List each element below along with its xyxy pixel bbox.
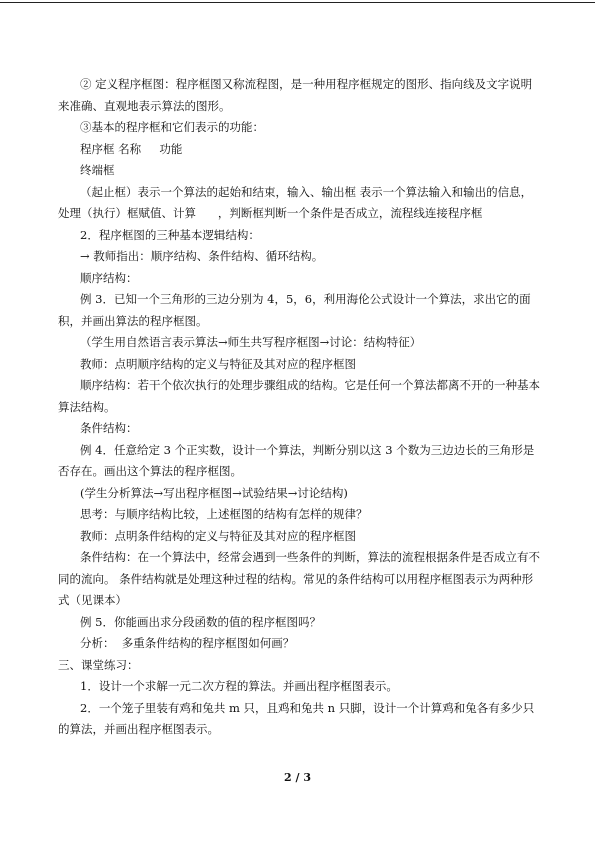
document-body (58, 74, 542, 741)
paragraph: 条件结构： (80, 421, 138, 435)
page-number: 2 / 3 (284, 771, 311, 784)
paragraph: 终端框 (80, 163, 115, 177)
paragraph: → 教师指出：顺序结构、条件结构、循环结构。 (80, 249, 324, 263)
section-heading: 三、课堂练习： (58, 657, 139, 672)
paragraph: 顺序结构： (80, 270, 138, 285)
paragraph: 思考：与顺序结构比较，上述框图的结构有怎样的规律？ (80, 507, 368, 521)
paragraph: ② 定义程序框图：程序框图又称流程图，是一种用程序框规定的图形、指向线及文字说明来准确、直观地表示算法的图形。 (58, 77, 533, 113)
paragraph: 2．一个笼子里装有鸡和兔共 m 只，且鸡和兔共 n 只脚，设计一个计算鸡和兔各有多少只的算法，并画出程序框图表示。 (58, 700, 535, 736)
paragraph: 条件结构：在一个算法中，经常会遇到一些条件的判断，算法的流程根据条件是否成立有不同的流向。 条件结构就是处理这种过程的结构。常见的条件结构可以用程序框图表示为两种形式（见课本） (58, 550, 540, 607)
paragraph: ③基本的程序框和它们表示的功能： (80, 120, 264, 134)
paragraph: （学生用自然语言表示算法→师生共写程序框图→讨论：结构特征） (80, 335, 422, 349)
paragraph: 2．程序框图的三种基本逻辑结构： (80, 227, 260, 242)
paragraph: 分析： 多重条件结构的程序框图如何画？ (80, 636, 295, 650)
header-rule (0, 2, 595, 3)
paragraph: 教师：点明条件结构的定义与特征及其对应的程序框图 (80, 528, 356, 543)
paragraph: 程序框 名称 功能 (80, 141, 183, 156)
paragraph: 顺序结构：若干个依次执行的处理步骤组成的结构。它是任何一个算法都离不开的一种基本算法结构。 (58, 378, 540, 414)
paragraph: (学生分析算法→写出程序框图→试验结果→讨论结构) (80, 485, 348, 500)
paragraph: 教师：点明顺序结构的定义与特征及其对应的程序框图 (80, 356, 356, 371)
paragraph: 例 5．你能画出求分段函数的值的程序框图吗？ (80, 614, 321, 629)
paragraph: 例 4．任意给定 3 个正实数，设计一个算法，判断分别以这 3 个数为三边边长的三角形是否存在。画出这个算法的程序框图。 (58, 442, 535, 478)
paragraph: 1．设计一个求解一元二次方程的算法。并画出程序框图表示。 (80, 679, 398, 693)
paragraph: 例 3．已知一个三角形的三边分别为 4，5，6，利用海伦公式设计一个算法，求出它的面积，并画出算法的程序框图。 (58, 292, 531, 328)
paragraph: （起止框）表示一个算法的起始和结束，输入、输出框 表示一个算法输入和输出的信息，处理（执行）框赋值、计算 ，判断框判断一个条件是否成立，流程线连接程序框 (58, 184, 533, 220)
